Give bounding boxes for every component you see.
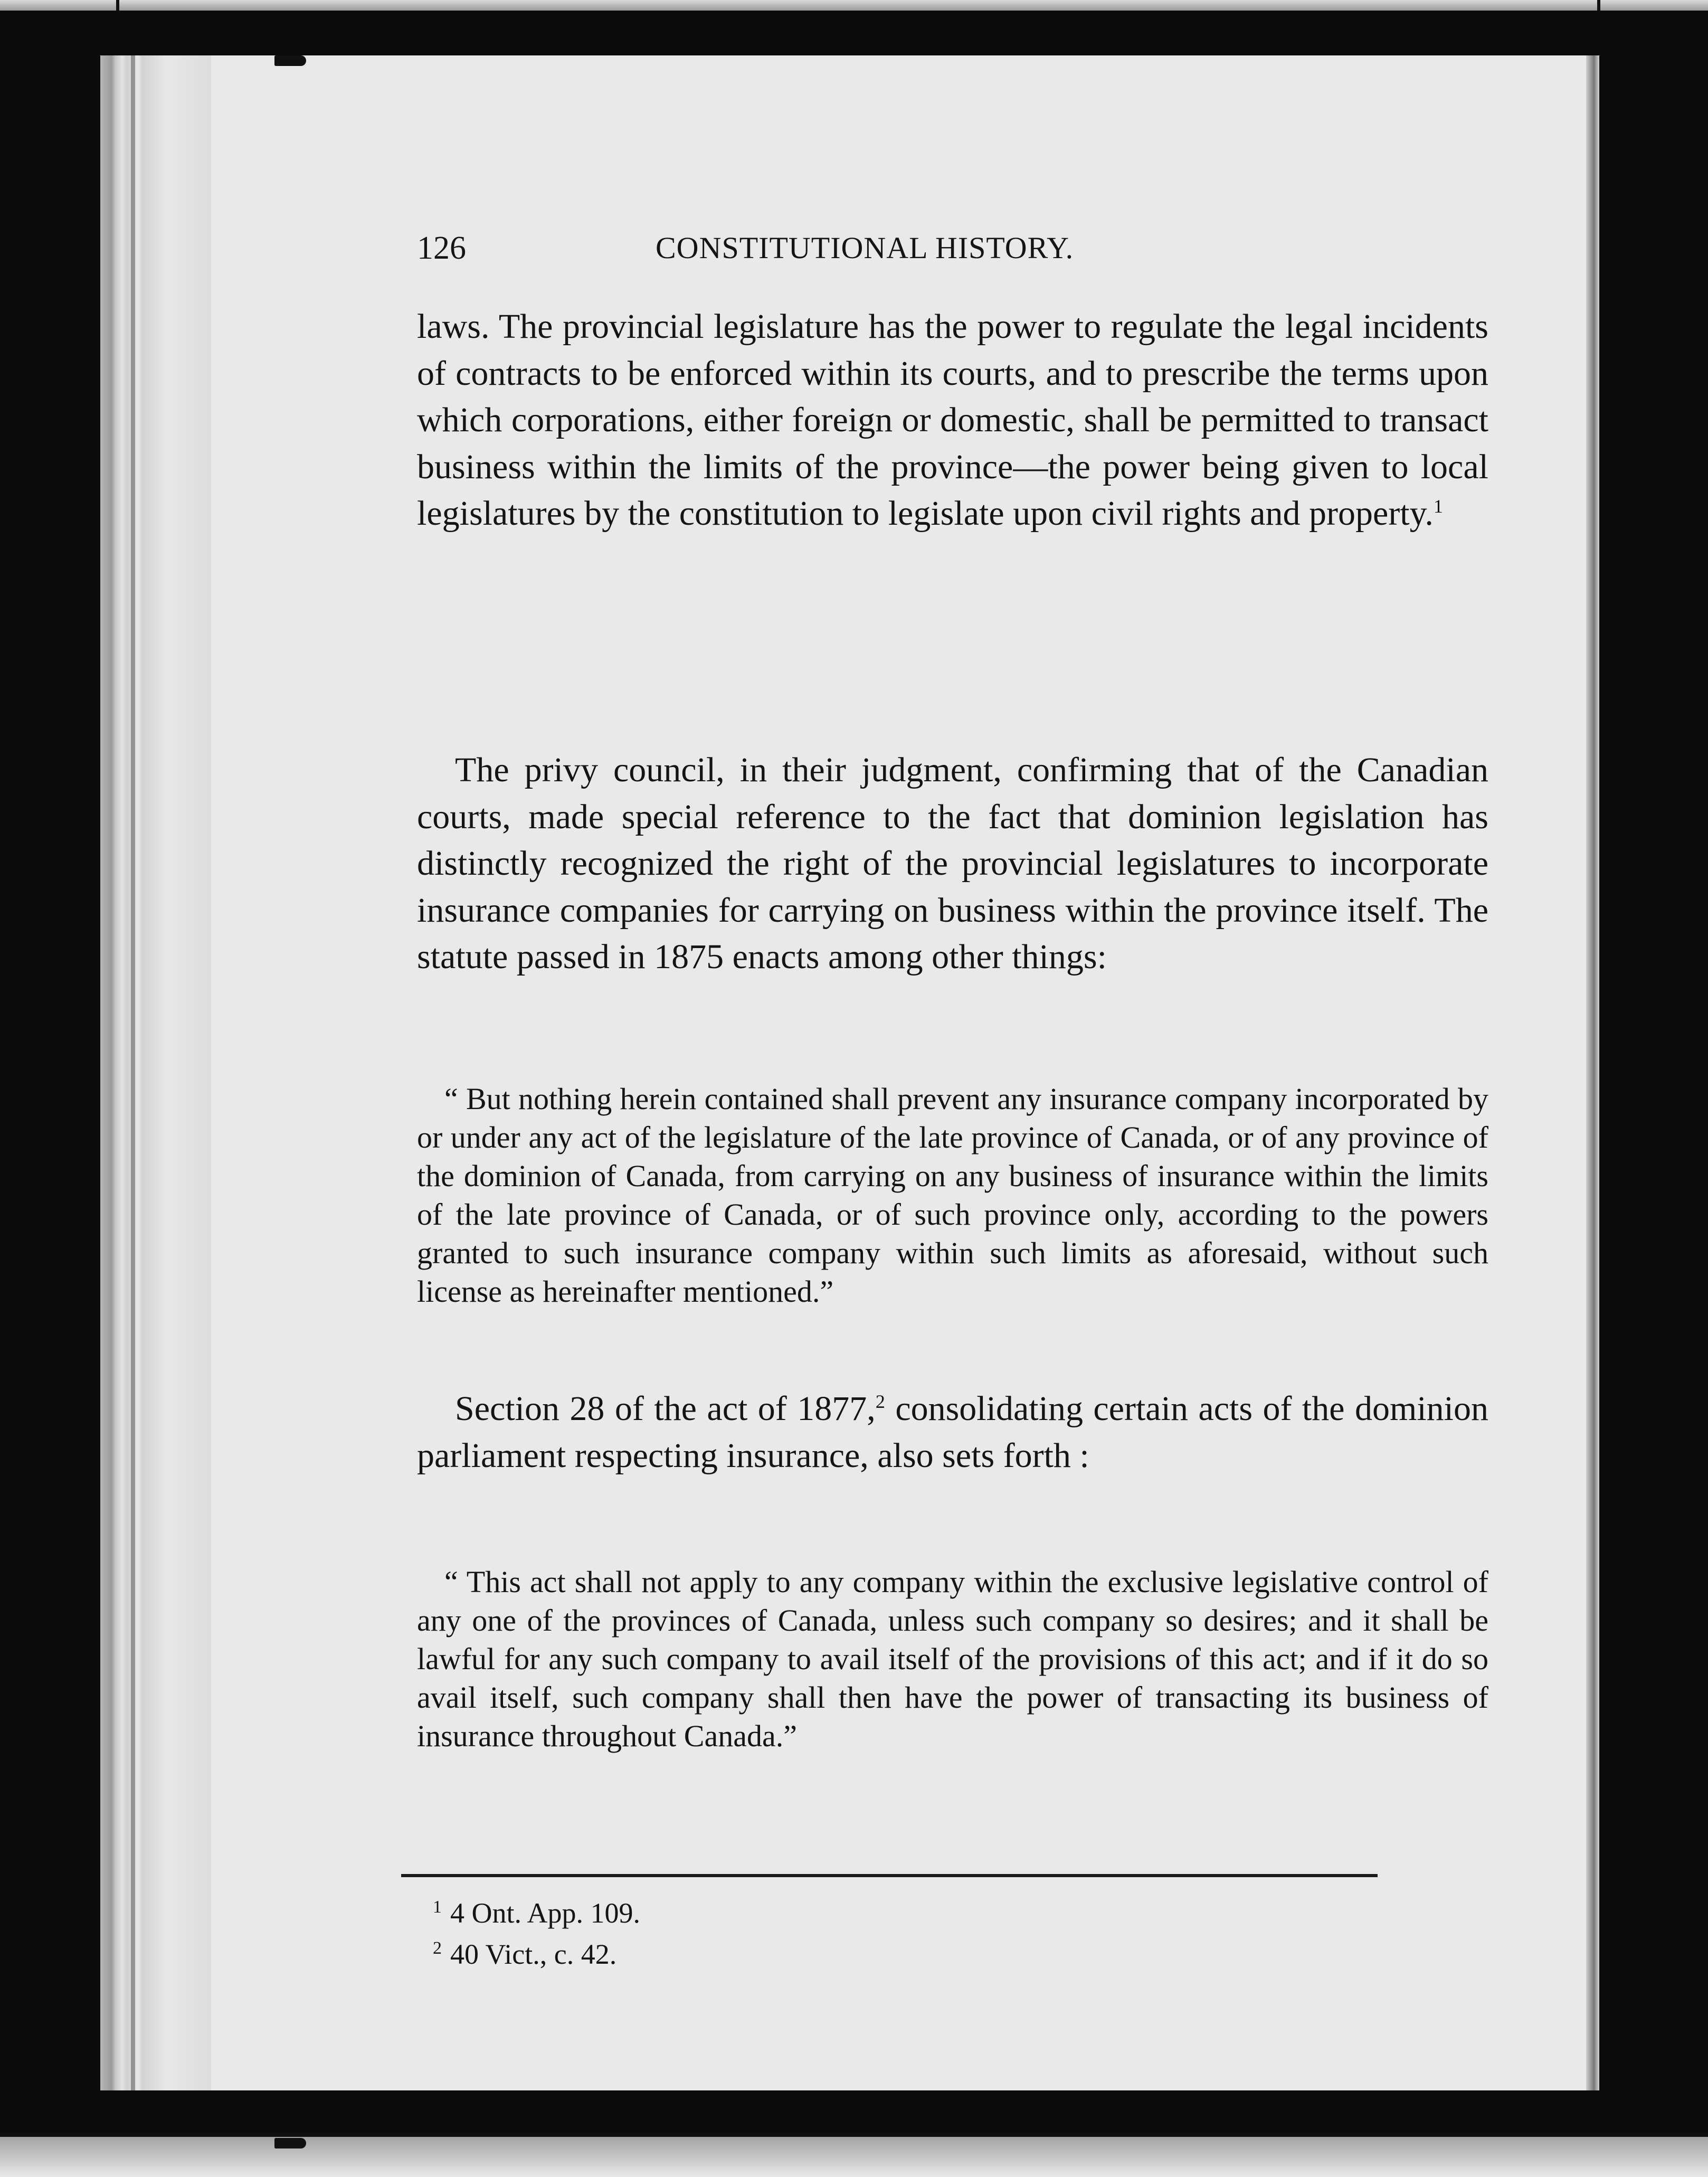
- film-mark-top: [274, 55, 306, 66]
- footnotes: [417, 1892, 1261, 1975]
- footnote-mark: 1: [433, 1897, 442, 1917]
- paragraph-text: laws. The provincial legislature has the power to regulate the legal incidents of contracts to be enforced within its courts, and to prescribe the terms upon which corporations, either foreign or domestic, shall be permitted to transact business within the limits of the province—the power being given to local legislatures by the constitution to legislate upon civil rights and property.: [417, 307, 1488, 533]
- film-mark-bottom: [274, 2138, 306, 2148]
- book-page: [100, 55, 1599, 2090]
- footnote-mark: 2: [433, 1938, 442, 1958]
- page-right-edge: [1586, 55, 1599, 2090]
- footnote-2: [417, 1934, 1261, 1975]
- quotation-act-1877: “ This act shall not apply to any company within the exclusive legislative control of any one of the provinces of Canada, unless such company so desires; and it shall be lawful for any such company to avail itself of the provisions of this act; and if it do so avail itself, such company shall then have the power of transacting its business of insurance throughout Canada.”: [417, 1565, 1488, 1753]
- footnote-divider: [401, 1874, 1378, 1877]
- paragraph-provincial-legislature: [417, 304, 1488, 537]
- paragraph-privy-council: [417, 747, 1488, 981]
- footnote-1: [417, 1892, 1261, 1934]
- next-frame-edge: [0, 2133, 1708, 2177]
- footnote-text: 40 Vict., c. 42.: [450, 1938, 617, 1970]
- footnote-ref-2: 2: [875, 1391, 885, 1412]
- paragraph-text: The privy council, in their judgment, confirming that of the Canadian courts, made special reference to the fact that dominion legislation has distinctly recognized the right of the provincial legislatures to incorporate insurance companies for carrying on business within the province itself. The statute passed in 1875 enacts among other things:: [417, 751, 1488, 976]
- paragraph-section-28: [417, 1386, 1488, 1479]
- page-number: 126: [417, 230, 466, 266]
- paragraph-text-start: Section 28 of the act of 1877,: [455, 1389, 876, 1428]
- previous-frame-edge: [0, 0, 1708, 11]
- paragraph-text-end: consolidating certain acts of the dominion parliament respecting insurance, also sets forth :: [417, 1389, 1488, 1475]
- footnote-ref-1: 1: [1433, 496, 1444, 517]
- running-title: CONSTITUTIONAL HISTORY.: [656, 231, 1074, 265]
- page-gutter: [100, 55, 211, 2090]
- running-head: [417, 222, 1177, 275]
- quotation-statute-1875: “ But nothing herein contained shall prevent any insurance company incorporated by or under any act of the legislature of the late province of Canada, or of any province of the dominion of Canada, from carrying on any business of insurance within the limits of the late province of Canada, or of such province only, according to the powers granted to such insurance company within such limits as aforesaid, without such license as hereinafter mentioned.”: [417, 1082, 1488, 1309]
- footnote-text: 4 Ont. App. 109.: [450, 1897, 641, 1929]
